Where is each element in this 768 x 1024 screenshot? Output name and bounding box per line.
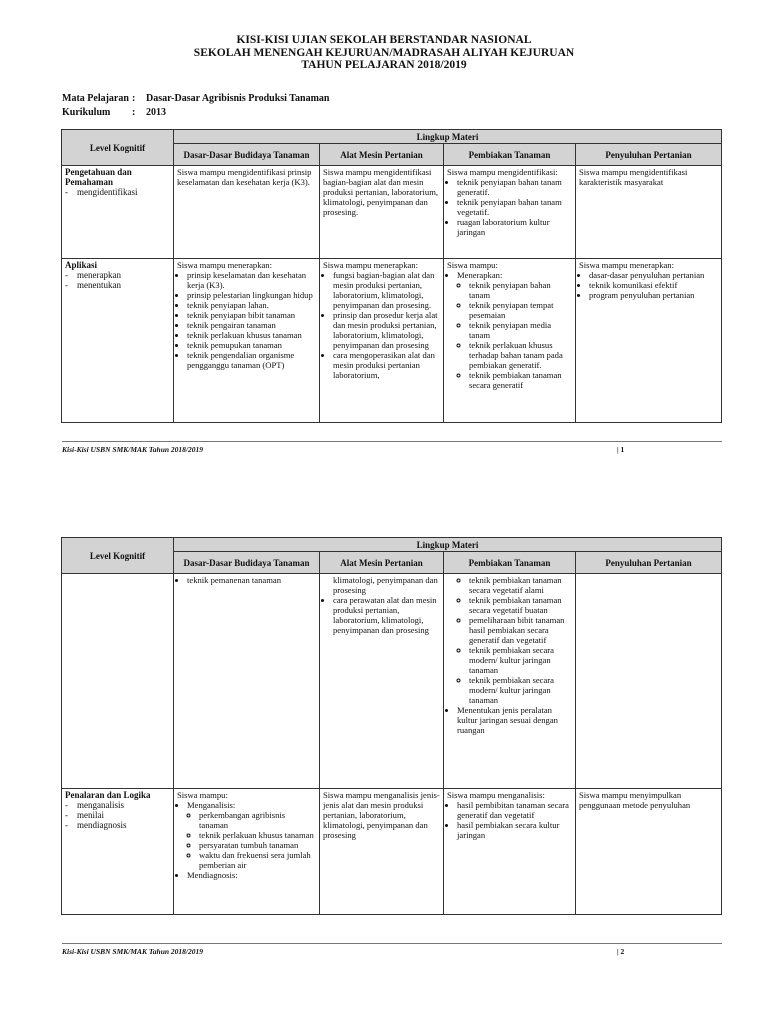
meta-info (62, 92, 329, 120)
level-cell (62, 259, 174, 423)
page-number: | 2 (617, 947, 625, 956)
list-item: • cara mengoperasikan alat dan mesin produksi pertanian laboratorium, (333, 350, 440, 380)
cell-budidaya (174, 789, 320, 915)
cell-penyuluhan: Siswa mampu menyimpulkan penggunaan metode penyuluhan (576, 789, 722, 915)
sub-list-item: ◦ teknik penyiapan bahan tanam (469, 280, 572, 300)
cell-intro: Siswa mampu: (177, 790, 228, 800)
header-lingkup-materi: Lingkup Materi (174, 538, 722, 552)
sub-list-item: ◦ perkembangan agribisnis tanaman (199, 810, 316, 830)
list-item: • teknik komunikasi efektif (589, 280, 718, 290)
cell-intro: Siswa mampu mengidentifikasi: (447, 167, 558, 177)
curriculum-colon: : (132, 107, 136, 118)
list-item: • ruagan laboratorium kultur jaringan (457, 217, 572, 237)
list-item (457, 575, 572, 705)
level-item: - menerapkan (65, 270, 170, 280)
cell-penyuluhan (576, 574, 722, 789)
cell-alat-mesin (320, 259, 444, 423)
header-col-alat-mesin: Alat Mesin Pertanian (320, 144, 444, 166)
cell-budidaya: Siswa mampu mengidentifikasi prinsip keselamatan dan kesehatan kerja (K3). (174, 166, 320, 259)
header-col-pembiakan: Pembiakan Tanaman (444, 552, 576, 574)
list-item: • prinsip pelestarian lingkungan hidup (187, 290, 316, 300)
list-item: • teknik pemupukan tanaman (187, 340, 316, 350)
cell-pembiakan (444, 789, 576, 915)
level-title: Pengetahuan dan Pemahaman (65, 167, 132, 187)
cell-intro: Siswa mampu menerapkan: (579, 260, 674, 270)
level-title: Aplikasi (65, 260, 98, 270)
sub-list-item: ◦ teknik pembiakan secara modern/ kultur jaringan tanaman (469, 645, 572, 675)
sub-list-item: ◦ teknik perlakuan khusus tanaman (199, 830, 316, 840)
subject-label: Mata Pelajaran (62, 93, 129, 104)
kisi-table-page-2 (61, 537, 722, 915)
sub-list-item: ◦ waktu dan frekuensi sera jumlah pemberian air (199, 850, 316, 870)
list-item: • Menentukan jenis peralatan kultur jaringan sesuai dengan ruangan (457, 705, 572, 735)
cell-penyuluhan: Siswa mampu mengidentifikasi karakteristik masyarakat (576, 166, 722, 259)
list-item: • prinsip dan prosedur kerja alat dan mesin produksi pertanian, laboratorium, klimatologi, penyimpanan dan prosesing (333, 310, 440, 350)
header-col-penyuluhan: Penyuluhan Pertanian (576, 144, 722, 166)
cell-alat-mesin: Siswa mampu mengidentifikasi bagian-bagian alat dan mesin produksi pertanian, laboratorium, klimatologi, penyimpanan dan prosesing. (320, 166, 444, 259)
list-item: • teknik penyiapan lahan. (187, 300, 316, 310)
cell-alat-mesin: Siswa mampu menganalisis jenis-jenis alat dan mesin produksi pertanian, laboratorium, klimatologi, penyimpanan dan prosesing (320, 789, 444, 915)
footer-text: Kisi-Kisi USBN SMK/MAK Tahun 2018/2019 (62, 445, 204, 454)
list-item: • Mendiagnosis: (187, 870, 316, 880)
list-item: • teknik penyiapan bahan tanam vegetatif. (457, 197, 572, 217)
list-item (457, 270, 572, 390)
sub-list-item: ◦ teknik pembiakan tanaman secara vegetatif buatan (469, 595, 572, 615)
title-line-1: KISI-KISI UJIAN SEKOLAH BERSTANDAR NASIONAL (236, 34, 532, 46)
cell-budidaya (174, 259, 320, 423)
list-item: • cara perawatan alat dan mesin produksi pertanian, laboratorium, klimatologi, penyimpanan dan prosesing (333, 595, 440, 635)
header-col-budidaya: Dasar-Dasar Budidaya Tanaman (174, 144, 320, 166)
level-item: - menentukan (65, 280, 170, 290)
table-row (62, 789, 722, 915)
subject-colon: : (132, 93, 136, 104)
header-col-penyuluhan: Penyuluhan Pertanian (576, 552, 722, 574)
cell-penyuluhan (576, 259, 722, 423)
list-item: • teknik penyiapan bibit tanaman (187, 310, 316, 320)
cell-intro: Siswa mampu menerapkan: (177, 260, 272, 270)
cell-intro: Siswa mampu menerapkan: (323, 260, 418, 270)
header-col-alat-mesin: Alat Mesin Pertanian (320, 552, 444, 574)
list-item: • hasil pembibitan tanaman secara generatif dan vegetatif (457, 800, 572, 820)
sub-list-item: ◦ teknik pembiakan tanaman secara vegetatif alami (469, 575, 572, 595)
cell-intro: Siswa mampu: (447, 260, 498, 270)
footer-page-1 (62, 441, 722, 454)
page-1 (0, 0, 768, 470)
document-title (0, 34, 768, 72)
cell-alat-mesin (320, 574, 444, 789)
level-title: Penalaran dan Logika (65, 790, 151, 800)
level-item: - mendiagnosis (65, 820, 170, 830)
list-item: • teknik pengendalian organisme pengganggu tanaman (OPT) (187, 350, 316, 370)
table-row (62, 574, 722, 789)
sub-list-title: Menerapkan: (457, 270, 503, 280)
sub-list-item: ◦ pemeliharaan bibit tanaman hasil pembiakan secara generatif dan vegetatif (469, 615, 572, 645)
footer-page-2 (62, 943, 722, 956)
sub-list-item: ◦ persyaratan tumbuh tanaman (199, 840, 316, 850)
header-level-kognitif: Level Kognitif (62, 538, 174, 574)
cell-intro: Siswa mampu menganalisis: (447, 790, 545, 800)
list-item: • teknik perlakuan khusus tanaman (187, 330, 316, 340)
subject-value: Dasar-Dasar Agribisnis Produksi Tanaman (146, 93, 330, 104)
level-item: - menilai (65, 810, 170, 820)
cell-pembiakan (444, 166, 576, 259)
level-item: - menganalisis (65, 800, 170, 810)
cell-pembiakan (444, 259, 576, 423)
list-item: • teknik pemanenan tanaman (187, 575, 316, 585)
level-cell (62, 789, 174, 915)
page-number: | 1 (617, 445, 625, 454)
sub-list-item: ◦ teknik penyiapan media tanam (469, 320, 572, 340)
page-2 (0, 470, 768, 1024)
cell-continuation: klimatologi, penyimpanan dan prosesing (333, 575, 438, 595)
header-level-kognitif: Level Kognitif (62, 130, 174, 166)
sub-list-item: ◦ teknik perlakuan khusus terhadap bahan tanam pada pembiakan generatif. (469, 340, 572, 370)
list-item: • hasil pembiakan secara kultur jaringan (457, 820, 572, 840)
table-row (62, 166, 722, 259)
list-item: • prinsip keselamatan dan kesehatan kerja (K3). (187, 270, 316, 290)
level-cell (62, 574, 174, 789)
cell-pembiakan (444, 574, 576, 789)
list-item: • teknik pengairan tanaman (187, 320, 316, 330)
header-lingkup-materi: Lingkup Materi (174, 130, 722, 144)
table-row (62, 259, 722, 423)
header-col-budidaya: Dasar-Dasar Budidaya Tanaman (174, 552, 320, 574)
sub-list-item: ◦ teknik pembiakan tanaman secara generatif (469, 370, 572, 390)
sub-list-item: ◦ teknik pembiakan secara modern/ kultur jaringan tanaman (469, 675, 572, 705)
header-col-pembiakan: Pembiakan Tanaman (444, 144, 576, 166)
curriculum-label: Kurikulum (62, 107, 111, 118)
title-line-2: SEKOLAH MENENGAH KEJURUAN/MADRASAH ALIYAH KEJURUAN (193, 46, 575, 59)
footer-text: Kisi-Kisi USBN SMK/MAK Tahun 2018/2019 (62, 947, 204, 956)
sub-list-item: ◦ teknik penyiapan tempat pesemaian (469, 300, 572, 320)
level-item: - mengidentifikasi (65, 187, 170, 197)
sub-list-title: Menganalisis: (187, 800, 236, 810)
curriculum-value: 2013 (146, 107, 166, 118)
title-line-3: TAHUN PELAJARAN 2018/2019 (301, 59, 467, 71)
list-item: • teknik penyiapan bahan tanam generatif. (457, 177, 572, 197)
list-item: • dasar-dasar penyuluhan pertanian (589, 270, 718, 280)
list-item (187, 800, 316, 870)
level-cell (62, 166, 174, 259)
list-item: • program penyuluhan pertanian (589, 290, 718, 300)
kisi-table-page-1 (61, 129, 722, 423)
cell-budidaya (174, 574, 320, 789)
list-item: • fungsi bagian-bagian alat dan mesin produksi pertanian, laboratorium, klimatologi, penyimpanan dan prosesing. (333, 270, 440, 310)
